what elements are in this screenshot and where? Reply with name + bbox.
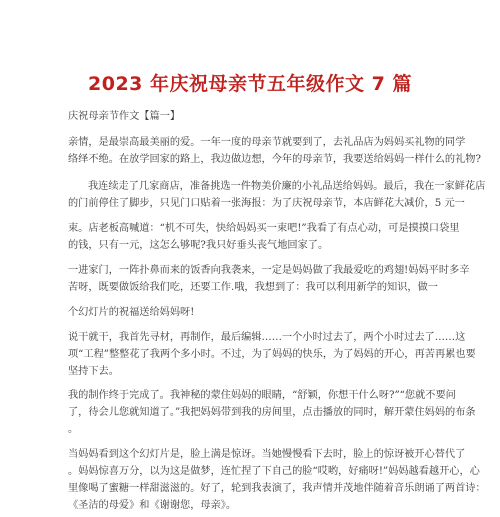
paragraph-line: 坚持下去。: [68, 366, 119, 377]
paragraph-line: 的钱，只有一元，这怎么够呢?我只好垂头丧气地回家了。: [68, 240, 329, 251]
paragraph-line: 一进家门，一阵扑鼻而来的饭香向我袭来，一定是妈妈做了我最爱吃的鸡翅!妈妈平时多辛: [68, 265, 470, 276]
paragraph-line: 里像喝了蜜糖一样甜滋滋的。好了，轮到我表演了，我声情并茂地伴随着音乐朗诵了两首诗：: [68, 483, 486, 494]
paragraph-line: 的门前停住了脚步，只见门口贴着一张海报：为了庆祝母亲节，本店鲜花大减价，5 元一: [68, 198, 465, 209]
paragraph-line: 个幻灯片的祝福送给妈妈呀!: [68, 307, 195, 318]
paragraph-line: 项“工程”整整花了我两个多小时。不过，为了妈妈的快乐，为了妈妈的开心，再苦再累也要: [68, 349, 476, 360]
section-heading: 庆祝母亲节作文【篇一】: [68, 111, 181, 122]
document-title: 2023 年庆祝母亲节五年级作文 7 篇: [88, 73, 412, 95]
paragraph-line: 束。店老板高喊道：“机不可失，快给妈妈买一束吧!”我看了有点心动，可是摸摸口袋里: [68, 223, 460, 234]
paragraph-line: 。妈妈惊喜万分，以为这是做梦，连忙捏了下自己的脸“哎哟，好痛呀!”妈妈越看越开心，心: [68, 466, 480, 477]
paragraph-line: 我的制作终于完成了。我神秘的蒙住妈妈的眼睛，“舒颖，你想干什么呀?”“您就不要问: [68, 390, 456, 401]
paragraph-line: 当妈妈看到这个幻灯片是，脸上满是惊讶。当她慢慢看下去时，脸上的惊讶被开心替代了: [68, 449, 466, 460]
paragraph-line: 。: [68, 424, 79, 435]
paragraph-line: 苦呀，既要做饭给我们吃，还要工作.哦，我想到了：我可以利用新学的知识，做一: [68, 282, 438, 293]
paragraph-line: 络绎不绝。在放学回家的路上，我边做边想，今年的母亲节，我要送给妈妈一样什么的礼物?: [68, 154, 481, 165]
paragraph-line: 我连续走了几家商店，准备挑选一件物美价廉的小礼品送给妈妈。最后，我在一家鲜花店: [88, 181, 486, 192]
paragraph-line: 说干就干，我首先寻材，再制作，最后编辑……一个小时过去了，两个小时过去了……这: [68, 332, 466, 343]
paragraph-line: 《圣洁的母爱》和《谢谢您，母亲》。: [68, 500, 237, 511]
paragraph-line: 了，待会儿您就知道了。”我把妈妈带到我的房间里，点击播放的同时，解开蒙住妈妈的布条: [68, 407, 476, 418]
paragraph-line: 亲情，是最崇高最美丽的爱。一年一度的母亲节就要到了，去礼品店为妈妈买礼物的同学: [68, 137, 466, 148]
